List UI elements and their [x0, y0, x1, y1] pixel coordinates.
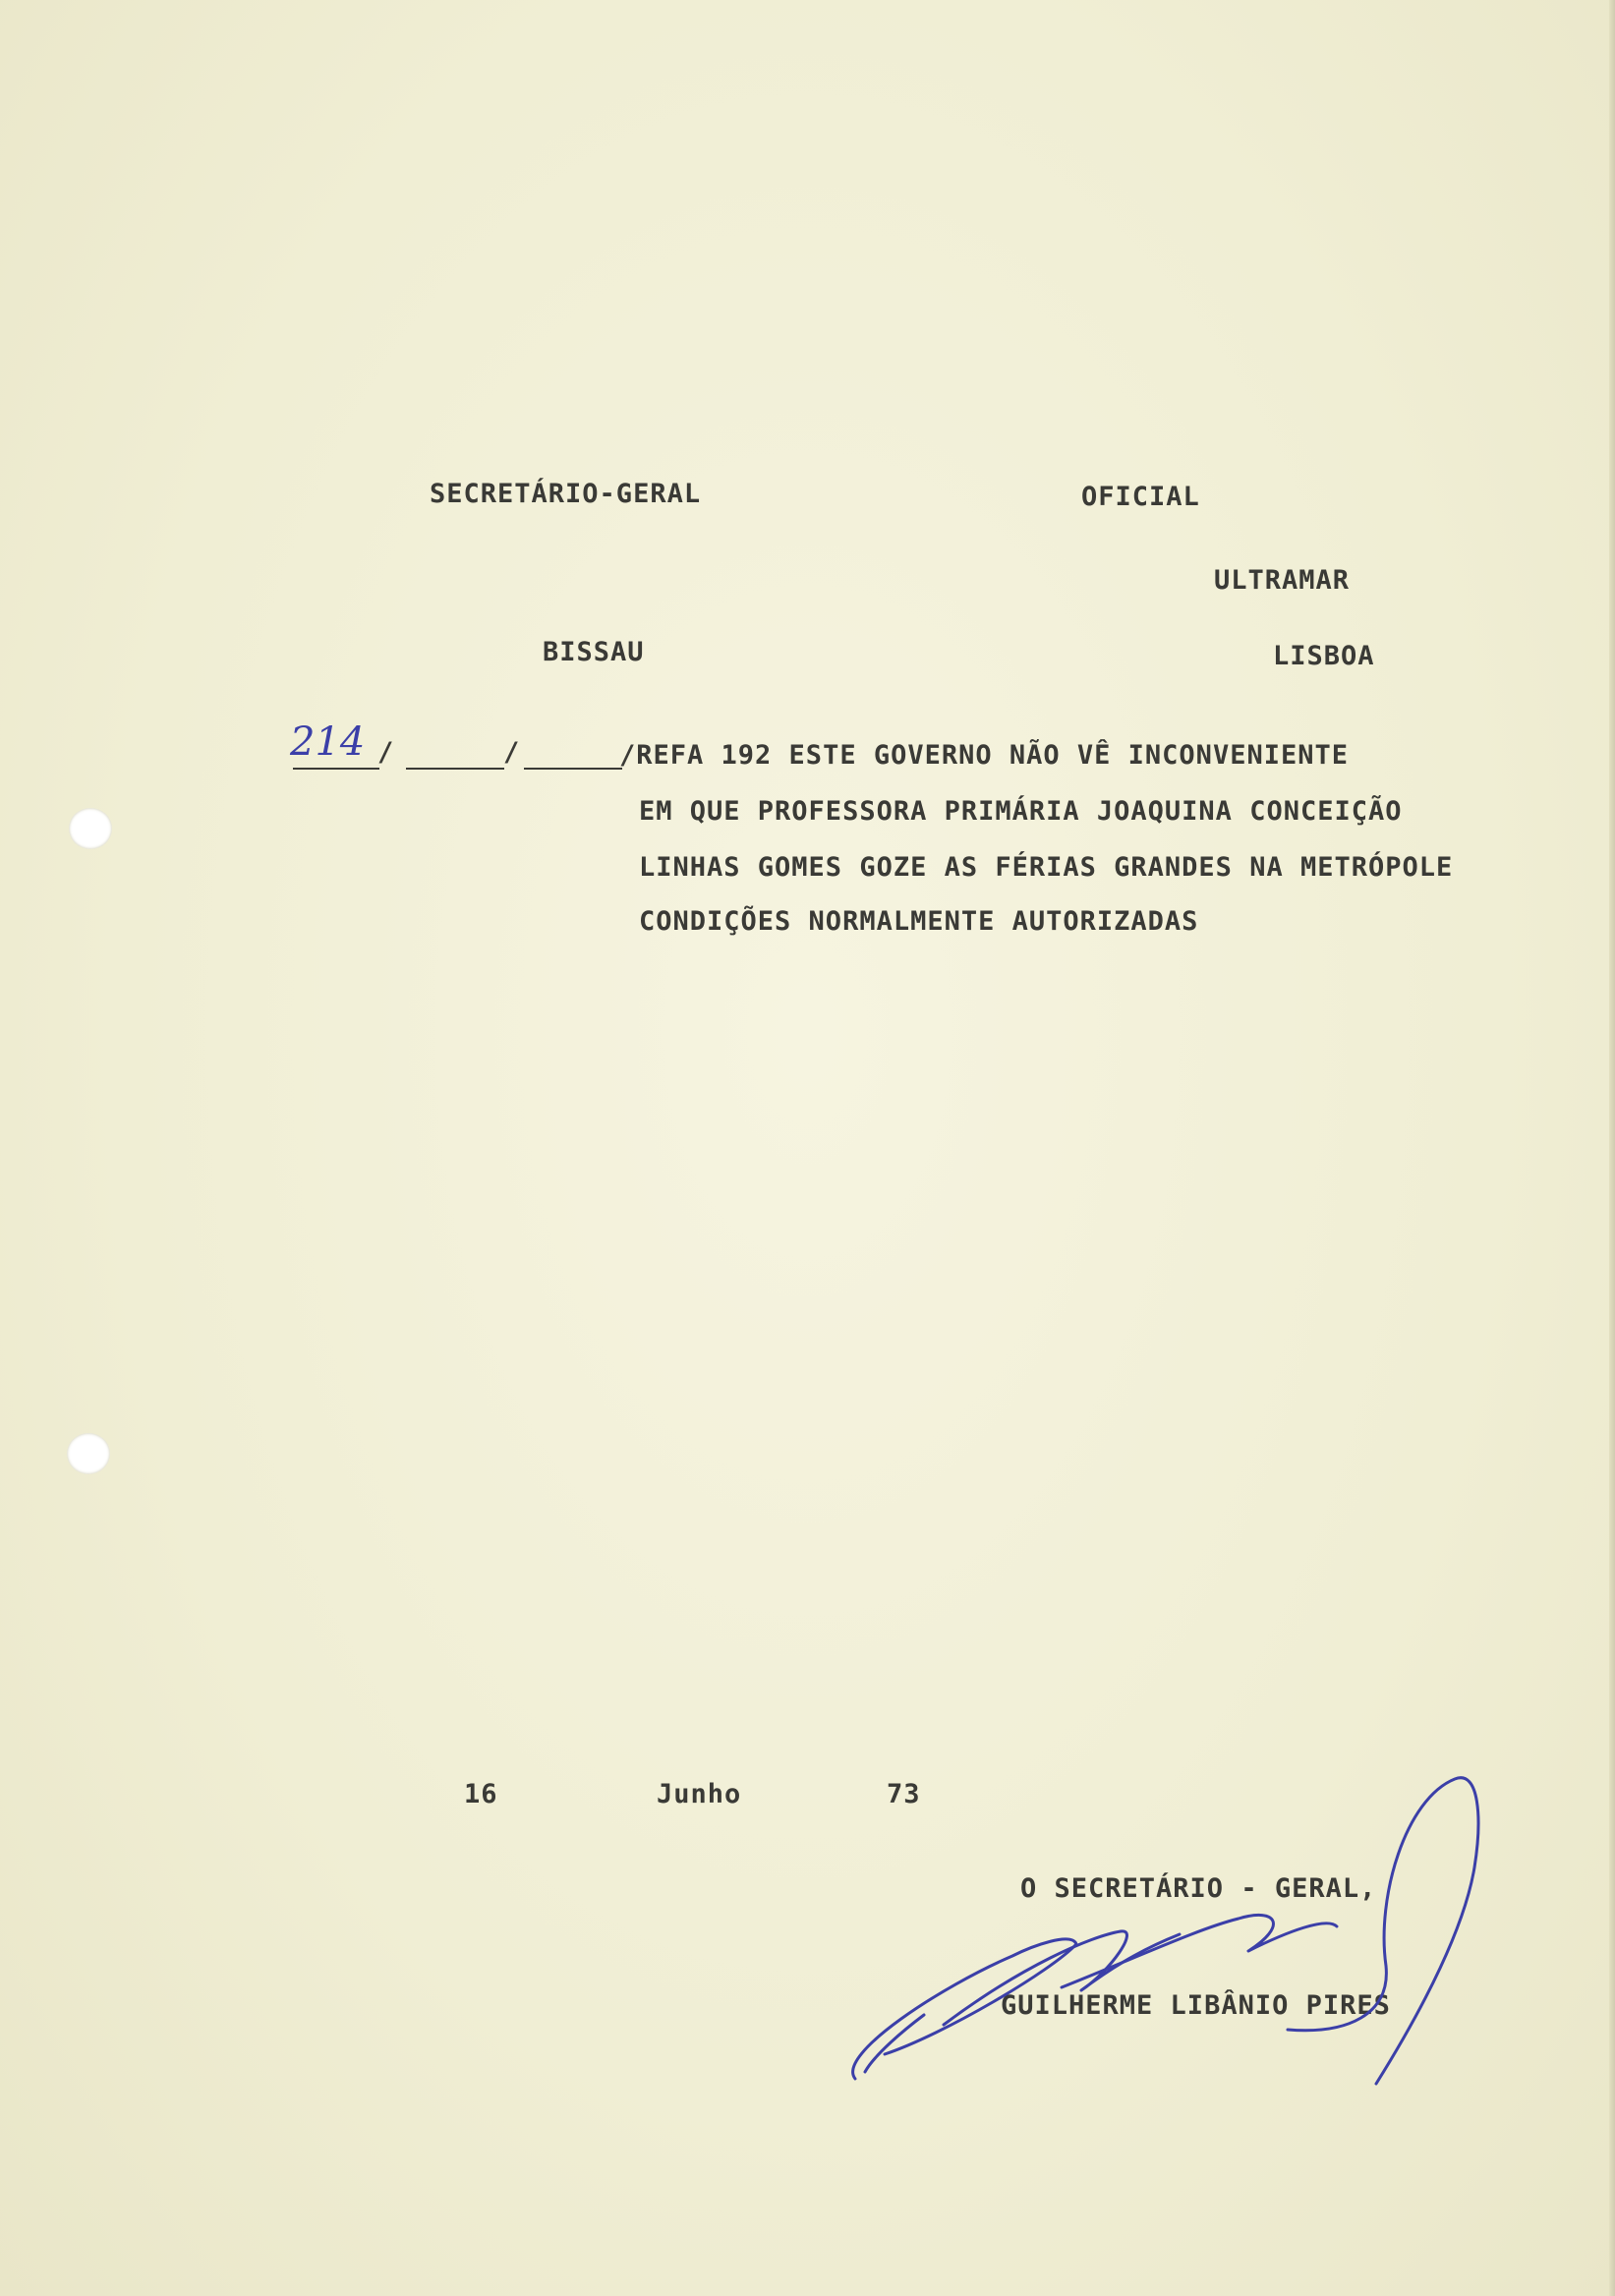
punch-hole-bottom — [67, 1433, 110, 1474]
handwritten-signature — [826, 1759, 1494, 2123]
signatory-title: O SECRETÁRIO - GERAL, — [1020, 1873, 1377, 1904]
punch-hole-top — [69, 808, 112, 849]
page-edge-shadow — [1609, 0, 1615, 2296]
date-day: 16 — [464, 1779, 498, 1809]
sender-title: SECRETÁRIO-GERAL — [430, 479, 702, 509]
separator-slash: / — [503, 737, 520, 768]
reference-blank-2 — [406, 768, 504, 770]
reference-blank-3 — [524, 768, 622, 770]
recipient-title: ULTRAMAR — [1214, 565, 1351, 596]
message-line-2: EM QUE PROFESSORA PRIMÁRIA JOAQUINA CONCEIÇÃO — [639, 796, 1403, 827]
date-month: Junho — [657, 1779, 742, 1809]
handwritten-reference-number: 214 — [290, 719, 366, 765]
recipient-place: LISBOA — [1273, 641, 1375, 671]
signatory-name: GUILHERME LIBÂNIO PIRES — [1001, 1990, 1391, 2021]
reference-blank-1 — [293, 768, 379, 770]
sender-place: BISSAU — [543, 637, 645, 667]
separator-slash: / — [377, 737, 394, 768]
date-year: 73 — [887, 1779, 921, 1809]
message-line-3: LINHAS GOMES GOZE AS FÉRIAS GRANDES NA METRÓPOLE — [639, 852, 1454, 883]
classification-label: OFICIAL — [1081, 482, 1200, 512]
message-line-1: /REFA 192 ESTE GOVERNO NÃO VÊ INCONVENIENTE — [619, 740, 1349, 771]
message-line-4: CONDIÇÕES NORMALMENTE AUTORIZADAS — [639, 906, 1199, 937]
